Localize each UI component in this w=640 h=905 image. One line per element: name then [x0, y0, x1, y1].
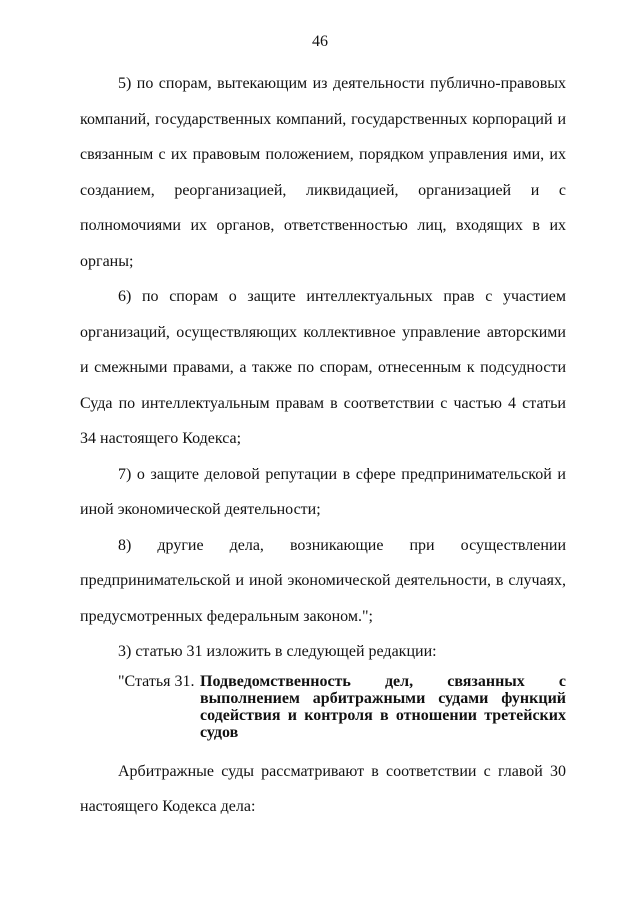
article-body-paragraph: Арбитражные суды рассматривают в соответствии с главой 30 настоящего Кодекса дела:: [80, 762, 566, 815]
page-number: 46: [312, 33, 328, 50]
paragraph-item-8: 8) другие дела, возникающие при осуществлении предпринимательской и иной экономической деятельности, в случаях, предусмотренных федеральным законом.";: [80, 536, 566, 625]
paragraph-item-5: 5) по спорам, вытекающим из деятельности публично-правовых компаний, государственных компаний, государственных корпораций и связанным с их правовым положением, порядком управления ими, их созданием, реорганизацией, ликвидацией, организацией и с полномочиями их органов, ответственностью лиц, входящих в их органы;: [80, 75, 566, 270]
paragraph-item-6: 6) по спорам о защите интеллектуальных прав с участием организаций, осуществляющих коллективное управление авторскими и смежными правами, а также по спорам, отнесенным к подсудности Суда по интеллектуальным правам в соответствии с частью 4 статьи 34 настоящего Кодекса;: [80, 288, 566, 447]
article-title: Подведомственность дел, связанных с выполнением арбитражными судами функций содействия и контроля в отношении третейских судов: [200, 672, 566, 741]
paragraph-item-7: 7) о защите деловой репутации в сфере предпринимательской и иной экономической деятельности;: [80, 465, 566, 518]
article-heading: [80, 673, 566, 741]
document-body: [80, 66, 566, 825]
article-number: "Статья 31.: [118, 672, 195, 690]
paragraph-amendment-3: 3) статью 31 изложить в следующей редакции:: [118, 643, 437, 660]
